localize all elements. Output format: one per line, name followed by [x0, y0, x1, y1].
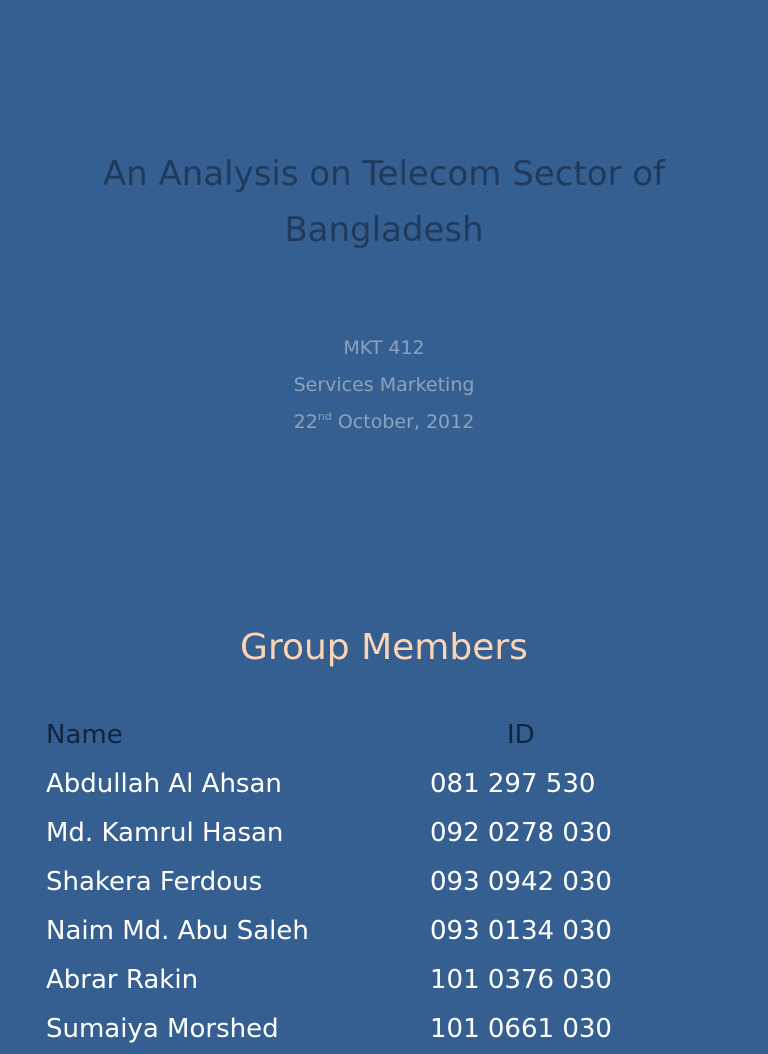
- date-day: 22: [293, 411, 318, 433]
- member-name: Md. Kamrul Hasan: [46, 818, 284, 848]
- member-row: [46, 858, 746, 907]
- member-id: 101 0661 030: [430, 1014, 612, 1044]
- group-members-slide: [0, 576, 768, 1044]
- title-line-2: Bangladesh: [284, 210, 484, 250]
- member-name: Shakera Ferdous: [46, 867, 263, 897]
- date-suffix: nd: [317, 410, 332, 423]
- member-name: Sumaiya Morshed: [46, 1014, 279, 1044]
- member-row: [46, 956, 746, 1005]
- member-id: 093 0134 030: [430, 916, 612, 946]
- member-name: Naim Md. Abu Saleh: [46, 916, 309, 946]
- group-members-heading: Group Members: [240, 627, 528, 668]
- members-table: [46, 711, 746, 1054]
- members-table-header: [46, 711, 746, 760]
- title-line-1: An Analysis on Telecom Sector of: [102, 154, 666, 194]
- course-name: Services Marketing: [293, 374, 475, 396]
- member-id: 081 297 530: [430, 769, 596, 799]
- member-name: Abrar Rakin: [46, 965, 199, 995]
- member-id: 101 0376 030: [430, 965, 612, 995]
- member-row: [46, 809, 746, 858]
- member-id: 092 0278 030: [430, 818, 612, 848]
- presentation-date: [100, 404, 668, 441]
- date-rest: October, 2012: [331, 411, 475, 433]
- member-row: [46, 760, 746, 809]
- member-id: 093 0942 030: [430, 867, 612, 897]
- member-row: [46, 1005, 746, 1054]
- slide-title: [40, 146, 728, 258]
- column-header-id: ID: [507, 720, 535, 750]
- slide-subtitle: [100, 330, 668, 441]
- course-code: MKT 412: [343, 337, 425, 359]
- member-row: [46, 907, 746, 956]
- member-name: Abdullah Al Ahsan: [46, 769, 282, 799]
- column-header-name: Name: [46, 720, 123, 750]
